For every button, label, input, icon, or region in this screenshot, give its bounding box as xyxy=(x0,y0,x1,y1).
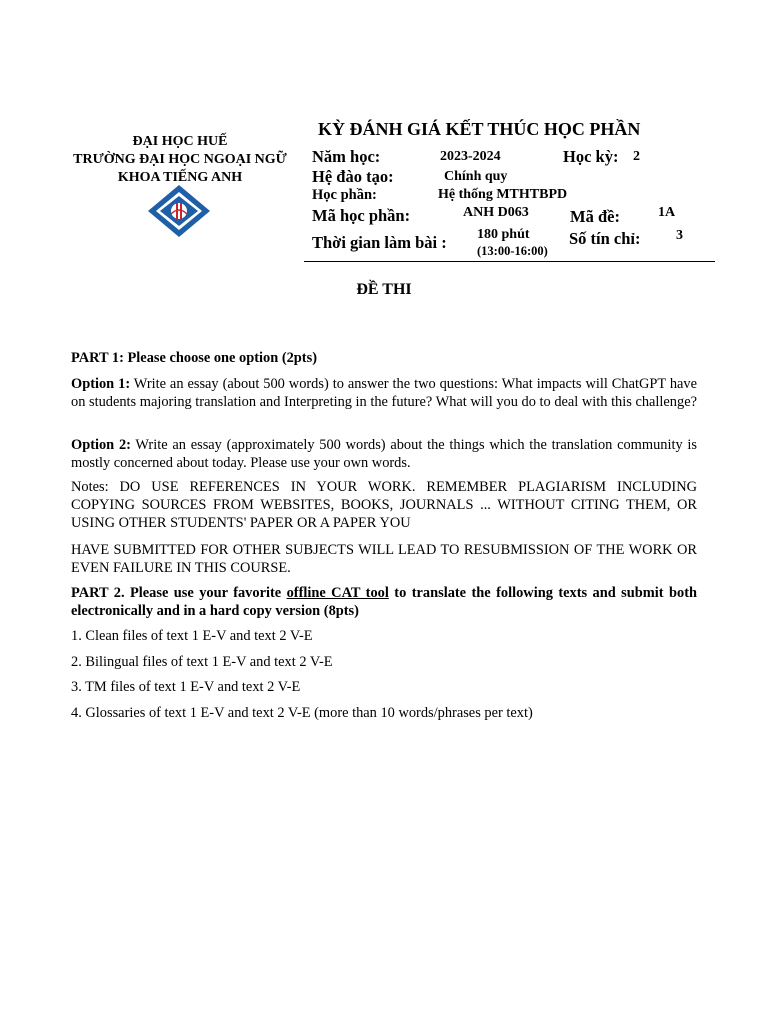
option2-text: Write an essay (approximately 500 words) about the things which the translation community is mostly concerned about today. Please use your own words. xyxy=(71,437,697,471)
training-label: Hệ đào tạo: xyxy=(312,167,394,186)
header-divider xyxy=(304,261,715,262)
part2-title-underlined: offline CAT tool xyxy=(286,585,389,601)
option1-label: Option 1: xyxy=(71,376,131,392)
part2-title-a: PART 2. Please use your favorite xyxy=(71,585,287,601)
faculty-name: KHOA TIẾNG ANH xyxy=(117,170,243,185)
option2-label: Option 2: xyxy=(71,437,131,453)
time-range: (13:00-16:00) xyxy=(477,244,548,258)
training-value: Chính quy xyxy=(444,169,508,184)
course-label: Học phần: xyxy=(312,187,377,203)
school-name: TRƯỜNG ĐẠI HỌC NGOẠI NGỮ xyxy=(73,152,287,167)
notes-paragraph-2: HAVE SUBMITTED FOR OTHER SUBJECTS WILL LEAD TO RESUBMISSION OF THE WORK OR EVEN FAILURE IN THIS COURSE. xyxy=(71,542,697,576)
part2-title xyxy=(71,584,697,620)
part1-title: PART 1: Please choose one option (2pts) xyxy=(71,350,317,366)
list-item: 1. Clean files of text 1 E-V and text 2 V-E xyxy=(71,628,313,644)
option1 xyxy=(71,375,697,411)
option1-text: Write an essay (about 500 words) to answer the two questions: What impacts will ChatGPT have on students majoring translation and Interpreting in the future? What will you do to deal with this challenge? xyxy=(71,376,697,410)
exam-heading: ĐỀ THI xyxy=(356,281,412,298)
part2-title-b: to translate the following texts and submit both electronically and in a hard copy version (8pts) xyxy=(71,585,697,619)
list-item: 3. TM files of text 1 E-V and text 2 V-E xyxy=(71,679,301,695)
course-value: Hệ thống MTHTBPD xyxy=(438,187,568,202)
year-label: Năm học: xyxy=(312,147,381,166)
semester-label: Học kỳ: xyxy=(563,147,619,166)
time-label: Thời gian làm bài : xyxy=(312,233,447,252)
exam-code-value: 1A xyxy=(658,205,676,220)
list-item: 4. Glossaries of text 1 E-V and text 2 V-E (more than 10 words/phrases per text) xyxy=(71,705,533,721)
credits-label: Số tín chỉ: xyxy=(569,229,641,248)
option2 xyxy=(71,436,697,472)
exam-code-label: Mã đề: xyxy=(570,207,620,226)
university-logo-icon xyxy=(147,184,211,238)
credits-value: 3 xyxy=(676,228,683,243)
course-code-value: ANH D063 xyxy=(463,205,529,220)
semester-value: 2 xyxy=(633,149,640,164)
year-value: 2023-2024 xyxy=(440,149,501,164)
university-name: ĐẠI HỌC HUẾ xyxy=(132,134,228,149)
list-item: 2. Bilingual files of text 1 E-V and text 2 V-E xyxy=(71,654,333,670)
notes-paragraph-1: Notes: DO USE REFERENCES IN YOUR WORK. REMEMBER PLAGIARISM INCLUDING COPYING SOURCES FROM WEBSITES, BOOKS, JOURNALS ... WITHOUT CITING THEM, OR USING OTHER STUDENTS' PAPER OR A PAPER YOU xyxy=(71,479,697,531)
course-code-label: Mã học phần: xyxy=(312,206,411,225)
time-value: 180 phút xyxy=(477,227,530,242)
exam-title: KỲ ĐÁNH GIÁ KẾT THÚC HỌC PHẦN xyxy=(318,119,641,139)
